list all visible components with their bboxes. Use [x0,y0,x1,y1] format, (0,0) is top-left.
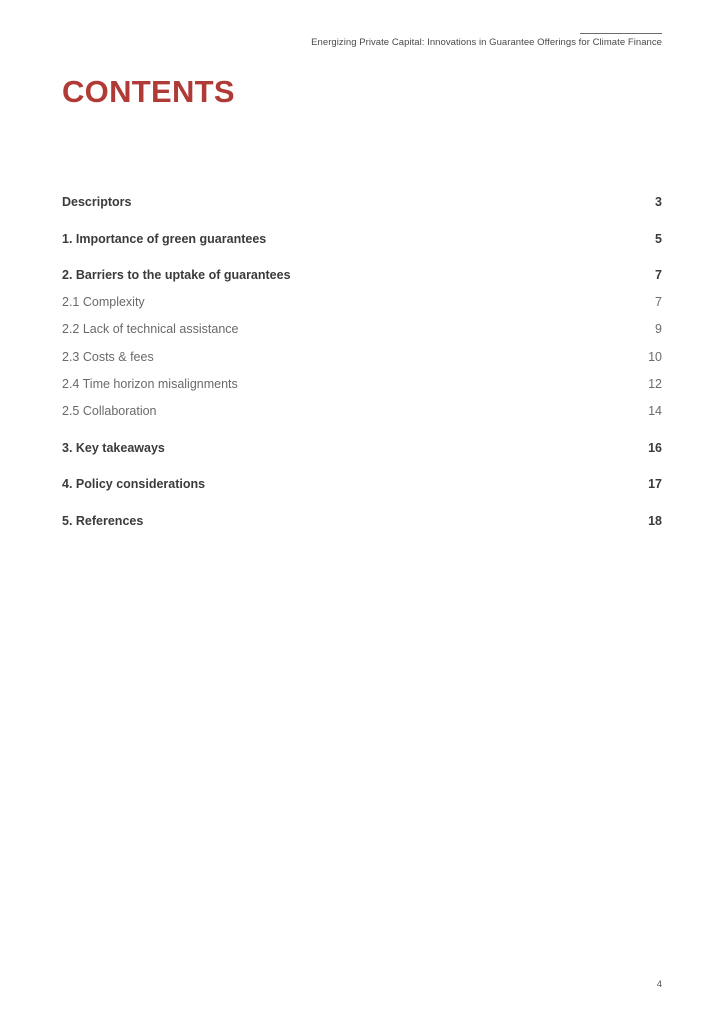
toc-entry-page: 16 [648,441,662,455]
header-rule [580,33,662,34]
toc-entry-page: 9 [655,322,662,336]
toc-subentry-collaboration[interactable] [62,403,662,419]
toc-entry-policy-considerations[interactable] [62,476,662,492]
toc-entry-barriers[interactable] [62,267,662,283]
toc-entry-label: 2.1 Complexity [62,295,145,309]
toc-entry-page: 7 [655,268,662,282]
page-number: 4 [656,979,662,990]
toc-entry-label: 3. Key takeaways [62,441,165,455]
toc-entry-label: Descriptors [62,195,132,209]
toc-entry-label: 5. References [62,514,144,528]
toc-entry-descriptors[interactable] [62,194,662,210]
contents-heading: CONTENTS [62,74,235,109]
toc-entry-label: 2.3 Costs & fees [62,350,154,364]
toc-subentry-costs-fees[interactable] [62,349,662,365]
toc-entry-page: 3 [655,195,662,209]
running-header: Energizing Private Capital: Innovations in Guarantee Offerings for Climate Finance [311,37,662,48]
toc-entry-page: 7 [655,295,662,309]
toc-entry-key-takeaways[interactable] [62,440,662,456]
toc-entry-page: 17 [648,477,662,491]
toc-entry-label: 1. Importance of green guarantees [62,232,267,246]
toc-entry-page: 14 [648,404,662,418]
toc-entry-label: 2.5 Collaboration [62,404,157,418]
toc-entry-importance-of-green-guarantees[interactable] [62,231,662,247]
toc-entry-references[interactable] [62,513,662,529]
toc-entry-label: 2.4 Time horizon misalignments [62,377,238,391]
toc-subentry-time-horizon[interactable] [62,376,662,392]
toc-entry-label: 2.2 Lack of technical assistance [62,322,239,336]
toc-subentry-complexity[interactable] [62,294,662,310]
toc-entry-page: 5 [655,232,662,246]
toc-entry-page: 12 [648,377,662,391]
toc-entry-page: 10 [648,350,662,364]
toc-subentry-technical-assistance[interactable] [62,321,662,337]
toc-entry-label: 4. Policy considerations [62,477,206,491]
toc-entry-label: 2. Barriers to the uptake of guarantees [62,268,291,282]
toc-entry-page: 18 [648,514,662,528]
